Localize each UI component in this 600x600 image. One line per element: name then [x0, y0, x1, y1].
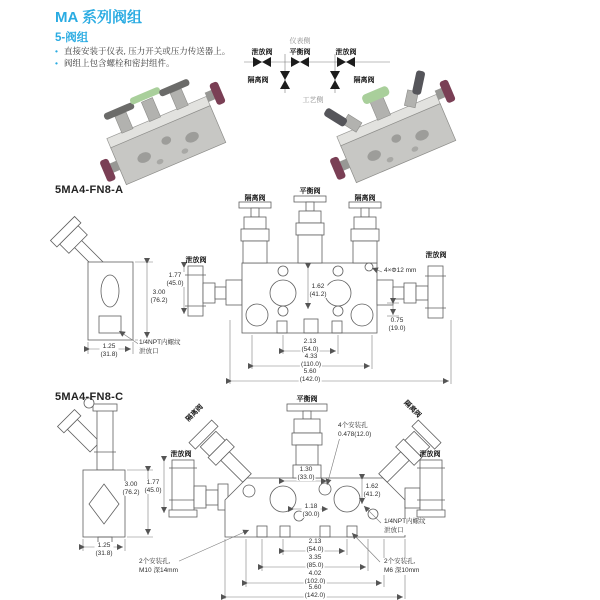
c-dim-port: 1.62 (41.2)	[363, 483, 381, 498]
schematic-process-side-label: 工艺侧	[302, 97, 324, 104]
a-dim-center: 1.62 (41.2)	[309, 283, 327, 298]
a-vent-left-label: 泄放阀	[185, 257, 207, 264]
c-dim-w3: 4.02 (102.0)	[304, 570, 326, 585]
c-isolation-left-label: 隔离阀	[184, 403, 205, 424]
a-dim-w3: 5.60 (142.0)	[299, 368, 321, 383]
c-dim-w2: 3.35 (85.0)	[306, 554, 324, 569]
model-a-heading: 5MA4-FN8-A	[55, 184, 124, 196]
c-dim-height: 3.00 (76.2)	[122, 481, 140, 496]
schematic-vent-left-label: 泄放阀	[251, 49, 273, 56]
c-dim-hole-span: 1.30 (33.0)	[297, 466, 315, 481]
a-dim-w1: 2.13 (54.0)	[301, 338, 319, 353]
schematic-vent-right-label: 泄放阀	[335, 49, 357, 56]
list-item: • 阀组上包含螺栓和密封组件。	[55, 57, 275, 69]
c-holes-callout: 4个安装孔 0.478(12.0)	[338, 422, 372, 438]
schematic-isolation-right-label: 隔离阀	[353, 77, 375, 84]
c-vent-left-label: 泄放阀	[170, 451, 192, 458]
c-mount-right-callout: 2个安装孔, M6 深10mm	[384, 558, 420, 574]
a-isolation-right-label: 隔离阀	[354, 195, 376, 202]
c-dim-inner: 1.18 (30.0)	[302, 503, 320, 518]
c-mount-left-callout: 2个安装孔, M10 深14mm	[139, 558, 179, 574]
a-dim-base: 1.25 (31.8)	[100, 343, 118, 358]
model-c-heading: 5MA4-FN8-C	[55, 391, 124, 403]
a-dim-offset: 0.75 (19.0)	[388, 317, 406, 332]
c-isolation-right-label: 隔离阀	[402, 399, 423, 420]
a-dim-vent-height: 1.77 (45.0)	[166, 272, 184, 287]
c-dim-vent-height: 1.77 (45.0)	[144, 479, 162, 494]
schematic-balance-label: 平衡阀	[289, 49, 311, 56]
product-photo-left	[81, 64, 240, 191]
a-dim-height: 3.00 (76.2)	[150, 289, 168, 304]
feature-list	[55, 45, 275, 69]
page-title: MA 系列阀组	[55, 9, 142, 26]
a-isolation-left-label: 隔离阀	[244, 195, 266, 202]
a-holes-callout: 4×Φ12 mm	[384, 267, 417, 274]
c-vent-right-label: 泄放阀	[419, 451, 441, 458]
a-balance-label: 平衡阀	[299, 188, 321, 195]
a-vent-port-callout: 1/4NPT内螺纹 泄放口	[139, 339, 181, 355]
list-item: • 直接安装于仪表, 压力开关或压力传送器上。	[55, 45, 275, 57]
c-balance-label: 平衡阀	[296, 396, 318, 403]
c-dim-w1: 2.13 (54.0)	[306, 538, 324, 553]
c-vent-port-callout: 1/4NPT内螺纹 泄放口	[384, 518, 426, 534]
product-photo-right	[310, 60, 470, 189]
c-dim-w4: 5.60 (142.0)	[304, 584, 326, 599]
schematic-isolation-left-label: 隔离阀	[247, 77, 269, 84]
a-dim-w2: 4.33 (110.0)	[300, 353, 322, 368]
schematic-instrument-side-label: 仪表侧	[289, 38, 311, 45]
section-title: 5-阀组	[55, 32, 89, 44]
c-dim-base: 1.25 (31.8)	[95, 542, 113, 557]
a-vent-right-label: 泄放阀	[425, 252, 447, 259]
